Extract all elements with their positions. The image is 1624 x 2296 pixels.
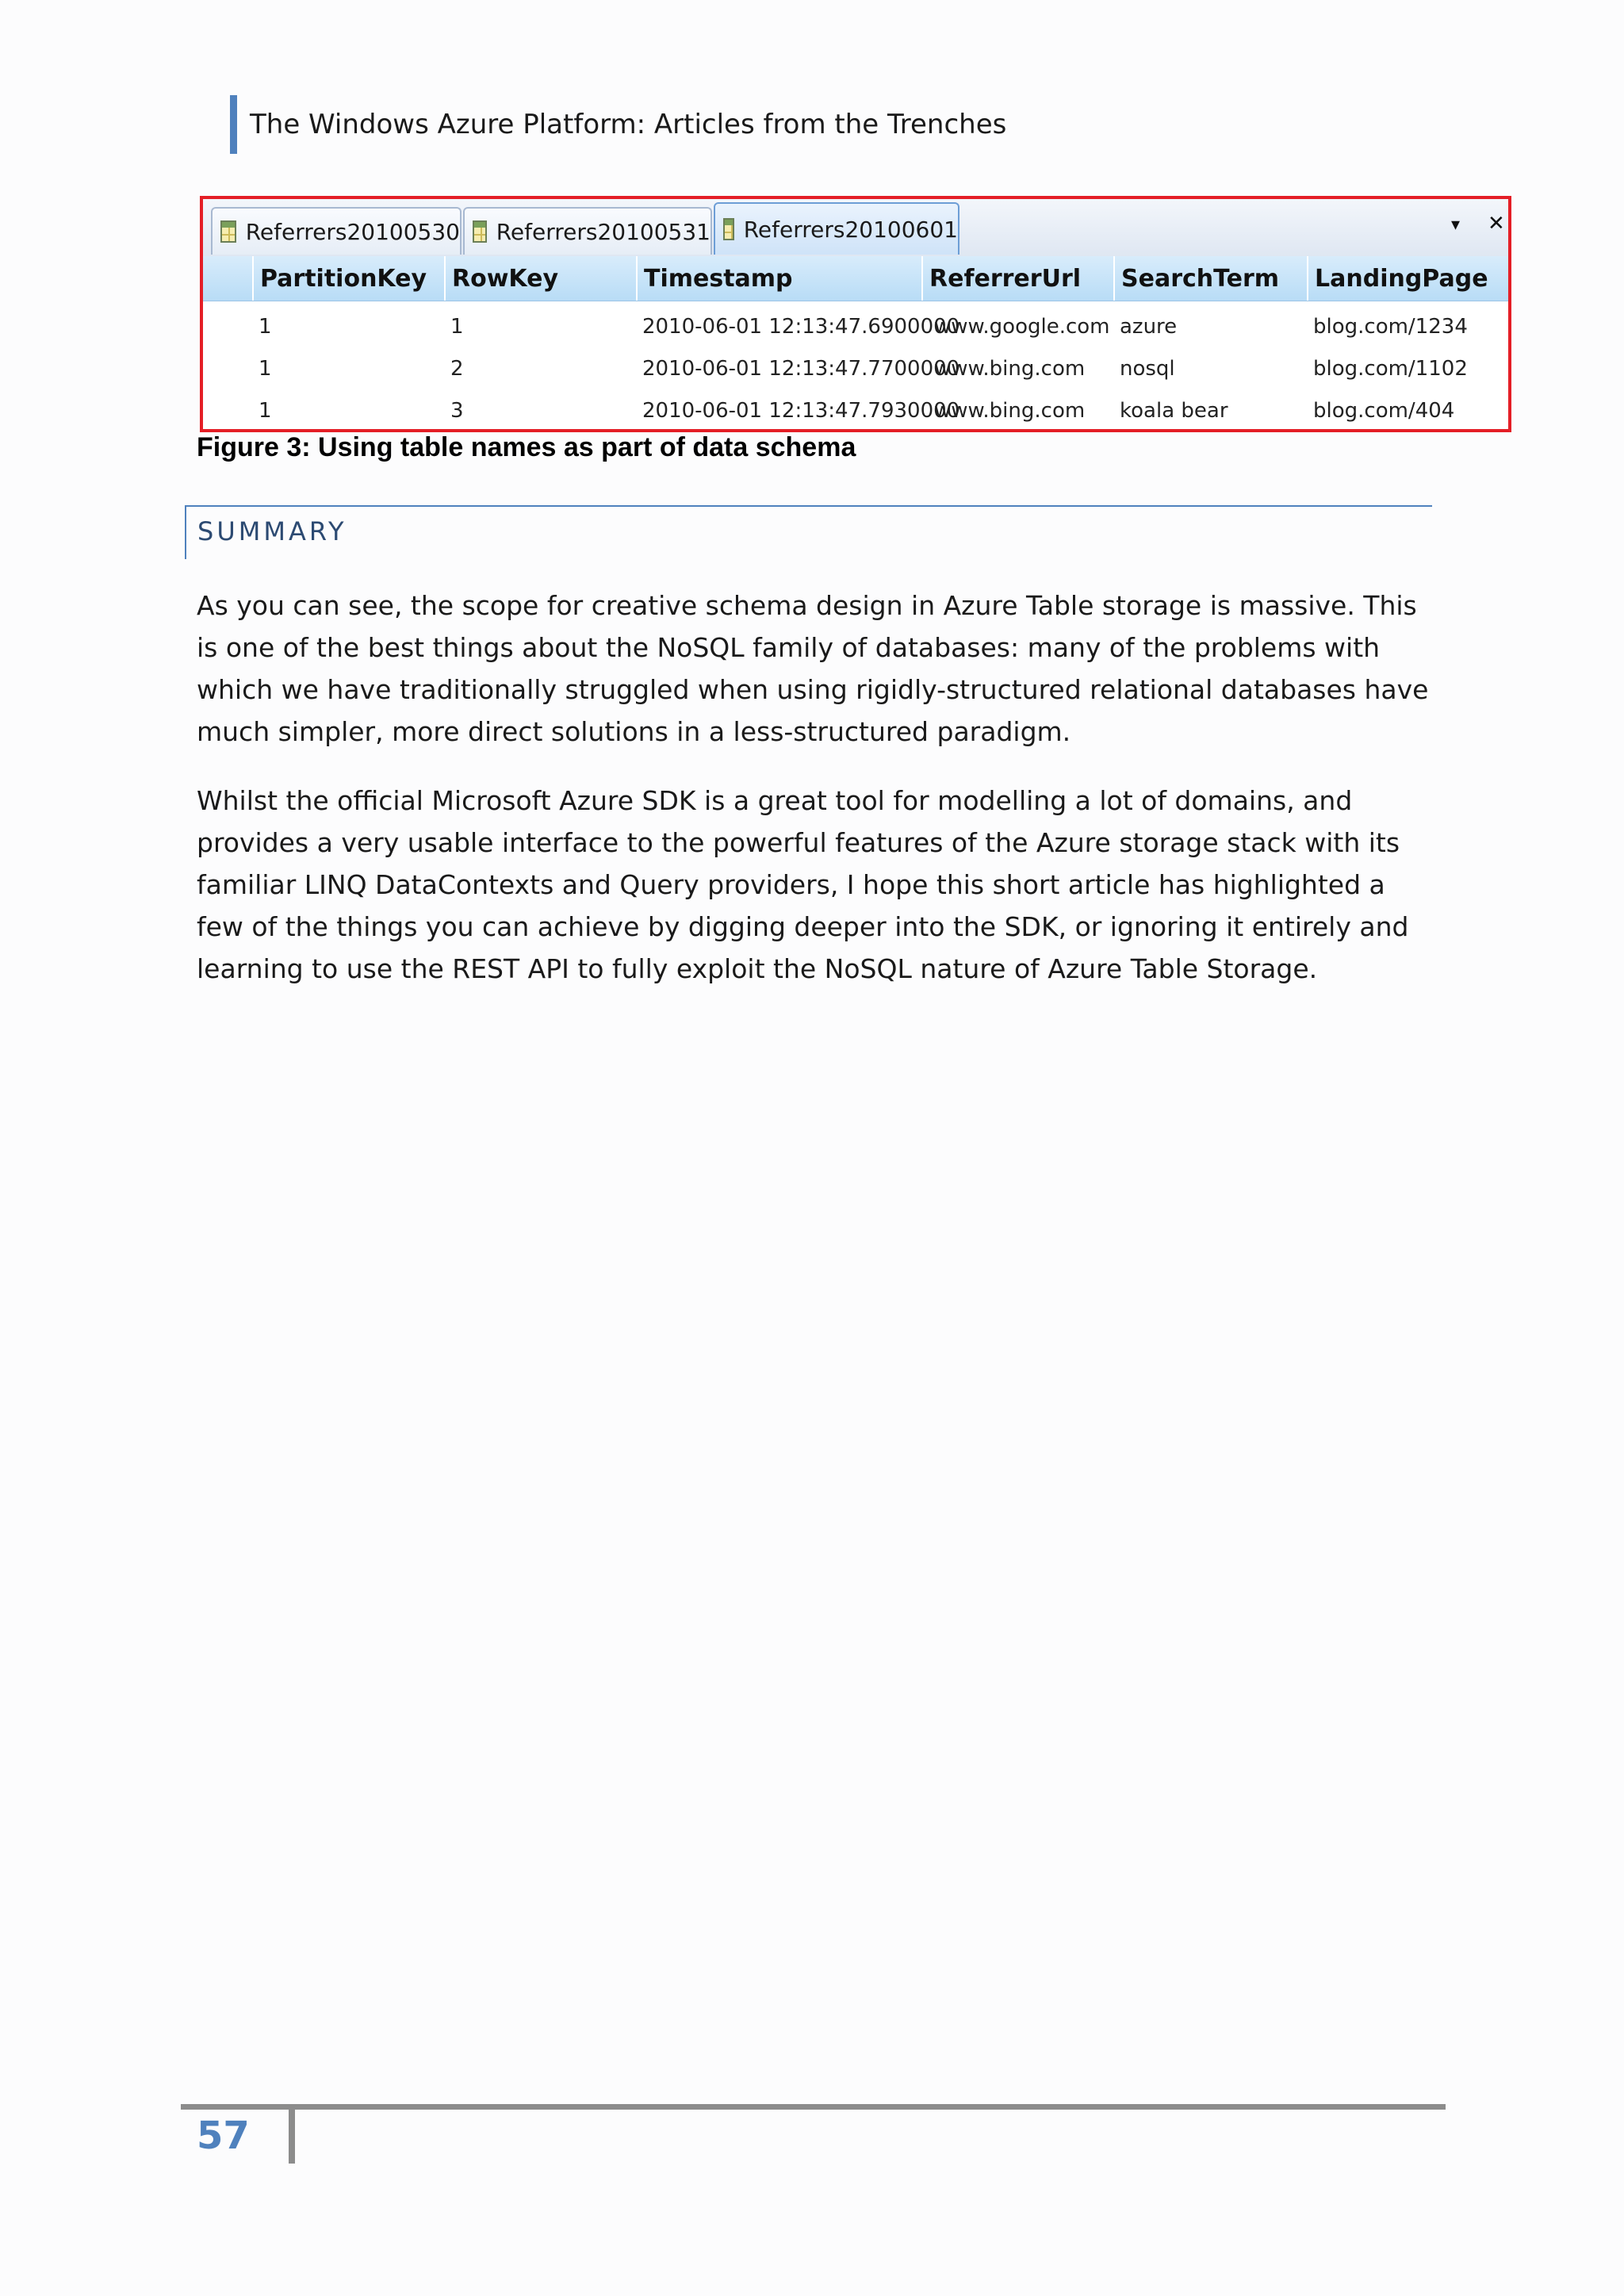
cell-searchterm: nosql — [1120, 356, 1175, 381]
cell-rowkey: 1 — [450, 314, 464, 339]
cell-referrerurl: www.bing.com — [934, 398, 1086, 423]
table-icon — [473, 220, 487, 243]
tab-label: Referrers20100530 — [245, 218, 460, 245]
cell-searchterm: azure — [1120, 314, 1178, 339]
table-row[interactable] — [203, 347, 1508, 389]
tab-label: Referrers20100531 — [496, 218, 710, 245]
cell-timestamp: 2010-06-01 12:13:47.6900000 — [642, 314, 960, 339]
cell-landingpage: blog.com/404 — [1313, 398, 1455, 423]
table-viewer-screenshot — [200, 196, 1511, 432]
paragraph: As you can see, the scope for creative schema design in Azure Table storage is massive. This is one of the best things about the NoSQL family of databases: many of the problems with which we have traditionally struggled when using rigidly-structured relational databases have much simpler, more direct solutions in a less-structured paradigm. — [197, 590, 1429, 747]
tab-referrers20100601[interactable] — [714, 202, 959, 255]
cell-referrerurl: www.google.com — [934, 314, 1110, 339]
cell-landingpage: blog.com/1234 — [1313, 314, 1468, 339]
cell-searchterm: koala bear — [1120, 398, 1228, 423]
page-number: 57 — [197, 2114, 250, 2158]
table-row[interactable] — [203, 389, 1508, 431]
paragraph: Whilst the official Microsoft Azure SDK is a great tool for modelling a lot of domains, and provides a very usable interface to the powerful features of the Azure storage stack with its familiar LINQ DataContexts and Query providers, I hope this short article has highlighted a few of the things you can achieve by digging deeper into the SDK, or ignoring it entirely and learning to use the REST API to fully exploit the NoSQL nature of Azure Table Storage. — [197, 785, 1409, 984]
cell-rowkey: 3 — [450, 398, 464, 423]
section-title: SUMMARY — [197, 516, 347, 546]
tab-bar — [203, 199, 1508, 258]
table-icon — [723, 218, 734, 240]
section-heading — [185, 505, 1432, 559]
column-header-searchterm[interactable]: SearchTerm — [1113, 256, 1305, 301]
cell-timestamp: 2010-06-01 12:13:47.7700000 — [642, 356, 960, 381]
chevron-down-icon[interactable]: ▾ — [1451, 215, 1461, 235]
close-icon[interactable]: ✕ — [1488, 212, 1505, 236]
document-title: The Windows Azure Platform: Articles from the Trenches — [250, 109, 1007, 140]
running-header — [230, 95, 1006, 154]
column-header-rowkey[interactable]: RowKey — [444, 256, 634, 301]
cell-landingpage: blog.com/1102 — [1313, 356, 1468, 381]
column-header-referrerurl[interactable]: ReferrerUrl — [921, 256, 1112, 301]
cell-partitionkey: 1 — [259, 356, 272, 381]
table-row[interactable] — [203, 305, 1508, 347]
cell-partitionkey: 1 — [259, 398, 272, 423]
tab-label: Referrers20100601 — [743, 216, 958, 243]
footer-rule — [181, 2104, 1446, 2110]
cell-timestamp: 2010-06-01 12:13:47.7930000 — [642, 398, 960, 423]
footer-divider — [289, 2110, 295, 2164]
column-header-partitionkey[interactable]: PartitionKey — [252, 256, 442, 301]
tab-referrers20100530[interactable] — [211, 207, 462, 255]
cell-partitionkey: 1 — [259, 314, 272, 339]
grid-header — [203, 256, 1508, 301]
column-header-timestamp[interactable]: Timestamp — [636, 256, 920, 301]
cell-referrerurl: www.bing.com — [934, 356, 1086, 381]
cell-rowkey: 2 — [450, 356, 464, 381]
column-header-landingpage[interactable]: LandingPage — [1307, 256, 1505, 301]
tab-referrers20100531[interactable] — [463, 207, 712, 255]
figure-caption: Figure 3: Using table names as part of data schema — [197, 432, 856, 462]
table-icon — [220, 220, 236, 243]
